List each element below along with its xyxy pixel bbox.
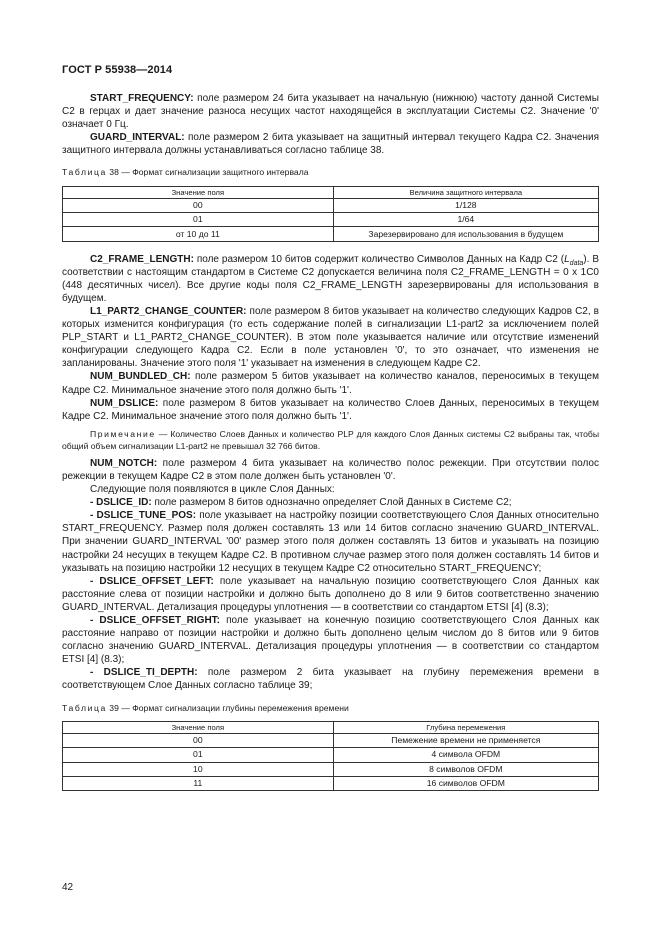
table-cell: 1/128	[333, 199, 598, 213]
para-dslice-tune-pos: - DSLICE_TUNE_POS: поле указывает на настройку позиции соответствующего Слоя Данных относительно START_FREQUENCY. Размер поля должен составлять 13 или 14 битов согласно значению GUARD_INTERVAL. При значении GUARD_INTERVAL '00' размер этого поля должен составлять 13 битов и указывать на позицию настройки 24 несущих в текущем Кадре С2. В противном случае размер этого поля должен составлять 14 битов и указывать на позицию настройки 12 несущих в текущем Кадре С2 относительно START_FREQUENCY;	[62, 510, 599, 574]
term: NUM_BUNDLED_CH:	[90, 371, 191, 383]
document-body	[62, 92, 599, 791]
table-cell: 01	[63, 213, 334, 227]
term: - DSLICE_TI_DEPTH:	[90, 667, 198, 679]
table-cell: 11	[63, 776, 334, 790]
note: Примечание — Количество Слоев Данных и количество PLP для каждого Слоя Данных системы С2 выбраны так, чтобы общий объем сигнализации L1-part2 не превышал 32 766 битов.	[62, 428, 599, 451]
table-row	[63, 776, 599, 790]
table-cell: 4 символа OFDM	[333, 748, 598, 762]
table-38-caption: Таблица 38 — Формат сигнализации защитного интервала	[62, 167, 309, 178]
column-header: Значение поля	[63, 721, 334, 734]
para-dslice-ti-depth: - DSLICE_TI_DEPTH: поле размером 2 бита указывает на глубину перемежения времени в соответствующем Слое Данных согласно таблице 39;	[62, 667, 600, 692]
term: - DSLICE_OFFSET_RIGHT:	[90, 614, 220, 626]
table-39-caption: Таблица 39 — Формат сигнализации глубины перемежения времени	[62, 702, 349, 713]
table-cell: от 10 до 11	[63, 227, 334, 241]
table-row	[63, 734, 599, 748]
table-cell: 00	[63, 199, 334, 213]
para-num-dslice: NUM_DSLICE: поле размером 8 битов указывает на количество Слоев Данных, переносимых в текущем Кадре С2. Минимальное значение этого поля должно быть '1'.	[62, 397, 599, 422]
table-header-row	[63, 721, 599, 734]
column-header: Глубина перемежения	[333, 721, 598, 734]
table-row	[63, 748, 599, 762]
para-guard-interval: GUARD_INTERVAL: поле размером 2 бита указывает на защитный интервал текущего Кадра С2. Значения защитного интервала должны устанавливаться согласно таблице 38.	[62, 132, 599, 157]
table-38	[62, 186, 599, 242]
table-cell: 1/64	[333, 213, 598, 227]
table-row	[63, 199, 599, 213]
table-row	[63, 762, 599, 776]
term: NUM_DSLICE:	[90, 397, 159, 409]
table-row	[63, 213, 599, 227]
para-num-notch: NUM_NOTCH: поле размером 4 бита указывает на количество полос режекции. При отсутствии полос режекции в текущем Кадре С2 в этом поле должен быть установлен '0'.	[62, 457, 599, 482]
term: C2_FRAME_LENGTH:	[90, 253, 194, 265]
para-num-bundled-ch: NUM_BUNDLED_CH: поле размером 5 битов указывает на количество каналов, переносимых в текущем Кадре С2. Минимальное значение этого поля должно быть '1'.	[62, 371, 599, 396]
table-cell: 00	[63, 734, 334, 748]
table-39	[62, 721, 599, 791]
table-cell: 16 символов OFDM	[333, 776, 598, 790]
para-start-frequency: START_FREQUENCY: поле размером 24 бита указывает на начальную (нижнюю) частоту данной Системы С2 в герцах и дает значение разноса несущих частот находящейся в эксплуатации Системы С2. Значение '0' означает 0 Гц.	[62, 93, 599, 131]
page-header: ГОСТ Р 55938—2014	[62, 64, 173, 76]
table-cell: 01	[63, 748, 334, 762]
table-cell: Пeмежение времени не применяется	[333, 734, 598, 748]
para-c2-frame-length: C2_FRAME_LENGTH: поле размером 10 битов содержит количество Символов Данных на Кадр С2 $(L_{data})$. В соответствии с настоящим стандартом в Системе С2 допускается величина поля C2_FRAME_LENGTH = 0 х 1С0 (448 десятичных чисел). Все другие коды поля C2_FRAME_LENGTH зарезервированы для использования в будущем.	[62, 253, 599, 304]
term: L1_PART2_CHANGE_COUNTER:	[90, 306, 247, 317]
para-l1-part2-change-counter: L1_PART2_CHANGE_COUNTER: поле размером 8 битов указывает на количество следующих Кадров С2, в которых изменится конфигурация (то есть содержание полей в сигнализации L1-part2 за исключением полей PLP_START и L1_PART2_CHANGE_COUNTER). В этом поле указывается наличие или отсутствие изменений конфигурации следующего Кадра С2. Если в поле установлен '0', то это означает, что изменения не запланированы. Значение этого поля '1' указывает на изменения в следующем Кадре С2.	[62, 306, 599, 370]
term: - DSLICE_ID:	[90, 497, 152, 509]
table-cell: 10	[63, 762, 334, 776]
term: - DSLICE_OFFSET_LEFT:	[90, 575, 214, 587]
table-row	[63, 227, 599, 241]
term: - DSLICE_TUNE_POS:	[90, 510, 197, 522]
term: GUARD_INTERVAL:	[90, 132, 185, 144]
page-number: 42	[62, 882, 74, 893]
term: NUM_NOTCH:	[90, 457, 158, 469]
column-header: Значение поля	[63, 186, 334, 199]
para-dslice-offset-left: - DSLICE_OFFSET_LEFT: поле указывает на начальную позицию соответствующего Слоя Данных как расстояние слева от позиции настройки и должно быть дополнено до 8 или 9 битов соответственно значению GUARD_INTERVAL. Детализация процедуры уплотнения — в соответствии со стандартом ETSI [4] (8.3);	[62, 575, 600, 613]
para-loop-intro: Следующие поля появляются в цикле Слоя Данных:	[90, 484, 335, 496]
para-dslice-id: - DSLICE_ID: поле размером 8 битов однозначно определяет Слой Данных в Системе С2;	[90, 497, 512, 509]
table-cell: 8 символов OFDM	[333, 762, 598, 776]
para-dslice-offset-right: - DSLICE_OFFSET_RIGHT: поле указывает на конечную позицию соответствующего Слоя Данных как расстояние направо от позиции настройки и должно быть дополнено целым числом до 8 битов или 9 битов согласно значению GUARD_INTERVAL. Детализация процедуры уплотнения — в соответствии со стандартом ETSI [4] (8.3);	[62, 614, 599, 666]
table-cell: Зарезервировано для использования в будущем	[333, 227, 598, 241]
term: START_FREQUENCY:	[90, 93, 194, 104]
table-header-row	[63, 186, 599, 199]
column-header: Величина защитного интервала	[333, 186, 598, 199]
